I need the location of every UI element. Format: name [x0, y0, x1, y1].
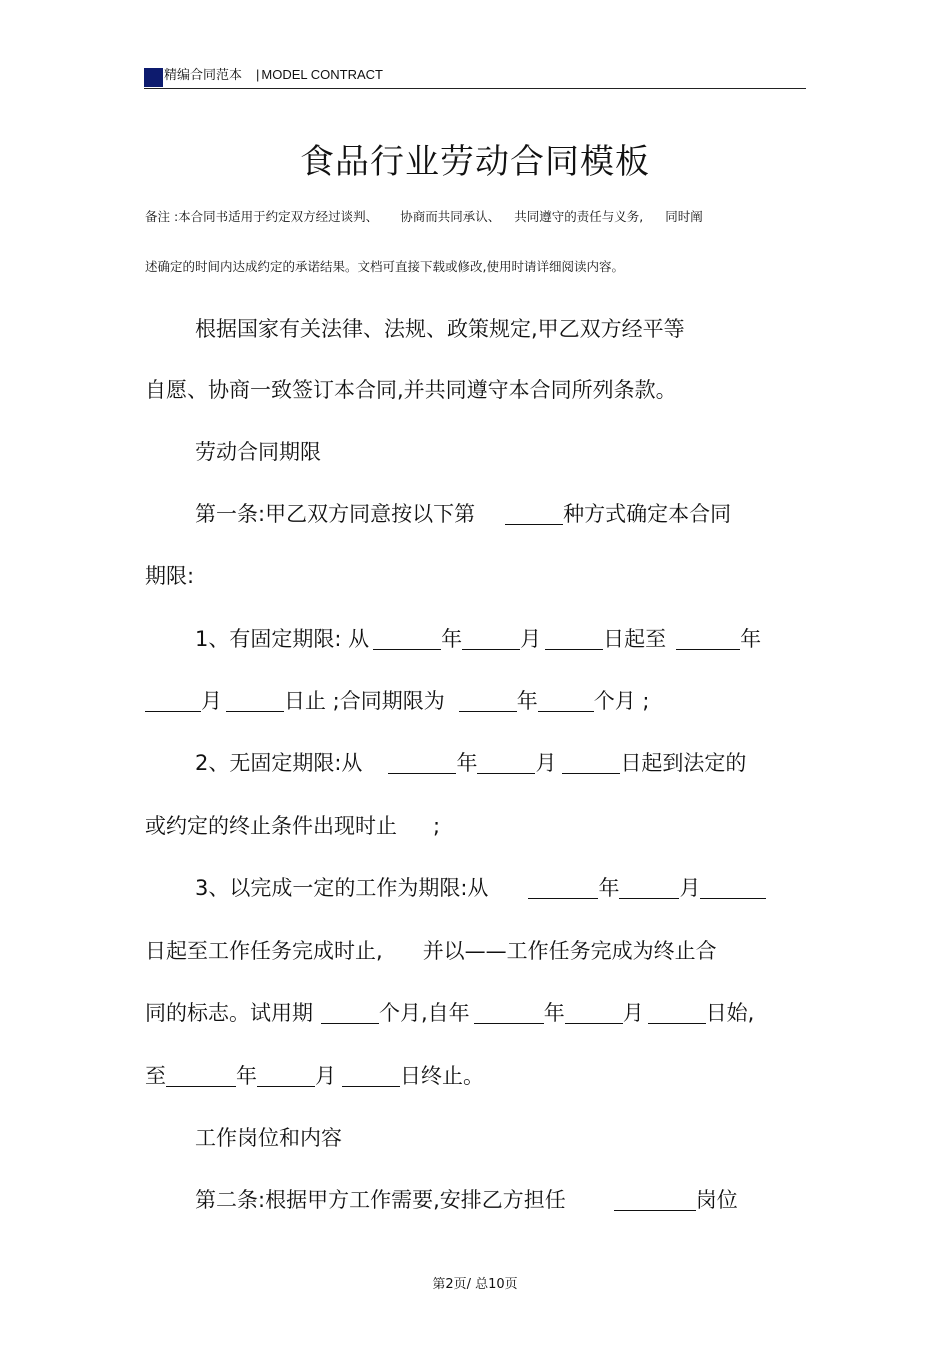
item-text: 日起至工作任务完成时止,: [145, 939, 383, 963]
item-3-line-2: [145, 936, 717, 966]
fill-blank[interactable]: [226, 691, 284, 712]
item-1-line-2: [145, 686, 650, 716]
fill-blank[interactable]: [565, 1003, 623, 1024]
fill-blank[interactable]: [459, 691, 517, 712]
page-header: [164, 66, 383, 85]
item-3-line-4: [145, 1061, 484, 1091]
paragraph-intro-line-1: 根据国家有关法律、法规、政策规定,甲乙双方经平等: [195, 317, 685, 341]
item-3-line-1: [195, 873, 766, 903]
header-separator: |: [256, 67, 260, 82]
fill-blank[interactable]: [388, 753, 456, 774]
item-text: 年: [456, 751, 478, 775]
item-text: 年: [740, 627, 762, 651]
note-line-1: [145, 208, 703, 226]
item-text: 年: [236, 1064, 257, 1088]
item-text: 日终止。: [400, 1064, 484, 1088]
fill-blank[interactable]: [614, 1190, 696, 1211]
item-text: 至: [145, 1064, 166, 1088]
fill-blank[interactable]: [477, 753, 535, 774]
article-text: 第一条:甲乙双方同意按以下第: [195, 502, 476, 526]
item-text: 或约定的终止条件出现时止: [145, 814, 397, 838]
fill-blank[interactable]: [257, 1066, 315, 1087]
item-text: ;: [433, 814, 441, 838]
fill-blank[interactable]: [166, 1066, 236, 1087]
item-3-line-3: [145, 998, 754, 1028]
item-2-line-2: [145, 811, 440, 841]
fill-blank[interactable]: [538, 691, 594, 712]
paragraph-intro-line-2: 自愿、协商一致签订本合同,并共同遵守本合同所列条款。: [145, 378, 677, 402]
item-text: 2、无固定期限:从: [195, 751, 363, 775]
item-text: 年: [516, 689, 538, 713]
fill-blank[interactable]: [474, 1003, 544, 1024]
item-text: 日起至: [603, 627, 667, 651]
article-1-line-1: [195, 499, 731, 529]
fill-blank[interactable]: [700, 878, 766, 899]
document-title: 食品行业劳动合同模板: [300, 142, 650, 182]
fill-blank[interactable]: [562, 753, 620, 774]
article-text: 岗位: [695, 1188, 738, 1212]
fill-blank[interactable]: [373, 629, 441, 650]
item-text: 年: [598, 876, 620, 900]
note-line-2: 述确定的时间内达成约定的承诺结果。文档可直接下载或修改,使用时请详细阅读内容。: [145, 259, 624, 274]
fill-blank[interactable]: [505, 504, 563, 525]
fill-blank[interactable]: [619, 878, 679, 899]
item-text: 同的标志。试用期: [145, 1001, 313, 1025]
item-text: 月: [622, 1001, 644, 1025]
fill-blank[interactable]: [676, 629, 740, 650]
item-text: 年: [543, 1001, 565, 1025]
header-subtitle: MODEL CONTRACT: [261, 67, 383, 82]
note-text: 共同遵守的责任与义务,: [514, 209, 644, 224]
fill-blank[interactable]: [528, 878, 598, 899]
item-text: 月: [201, 689, 222, 713]
note-text: 同时阐: [665, 209, 703, 224]
note-text: 备注 :本合同书适用于约定双方经过谈判、: [145, 209, 379, 224]
item-text: 日起到法定的: [620, 751, 747, 775]
item-text: 个月,自年: [379, 1001, 470, 1025]
item-text: 日止 ;合同期限为: [284, 689, 445, 713]
brand-logo-square: [144, 68, 163, 87]
article-text: 第二条:根据甲方工作需要,安排乙方担任: [195, 1188, 566, 1212]
item-1-line-1: [195, 624, 761, 654]
fill-blank[interactable]: [545, 629, 603, 650]
item-text: 月: [535, 751, 557, 775]
item-text: 年: [441, 627, 463, 651]
item-text: 个月 ;: [593, 689, 650, 713]
fill-blank[interactable]: [648, 1003, 706, 1024]
fill-blank[interactable]: [145, 691, 201, 712]
item-text: 月: [315, 1064, 336, 1088]
item-text: 1、有固定期限: 从: [195, 627, 370, 651]
item-2-line-1: [195, 748, 746, 778]
item-text: 月: [520, 627, 542, 651]
fill-blank[interactable]: [342, 1066, 400, 1087]
page-number: 第2页/ 总10页: [432, 1277, 518, 1292]
header-brand: 精编合同范本: [164, 68, 243, 83]
fill-blank[interactable]: [321, 1003, 379, 1024]
article-1-line-2: 期限:: [145, 564, 195, 588]
article-text: 种方式确定本合同: [563, 502, 732, 526]
item-text: 3、以完成一定的工作为期限:从: [195, 876, 489, 900]
section-heading-position: 工作岗位和内容: [195, 1126, 342, 1150]
item-text: 并以——工作任务完成为终止合: [422, 939, 717, 963]
fill-blank[interactable]: [462, 629, 520, 650]
item-text: 月: [679, 876, 701, 900]
item-text: 日始,: [705, 1001, 755, 1025]
section-heading-term: 劳动合同期限: [195, 440, 321, 464]
note-text: 协商而共同承认、: [400, 209, 501, 224]
article-2-line-1: [195, 1185, 738, 1215]
header-divider: [144, 88, 806, 89]
